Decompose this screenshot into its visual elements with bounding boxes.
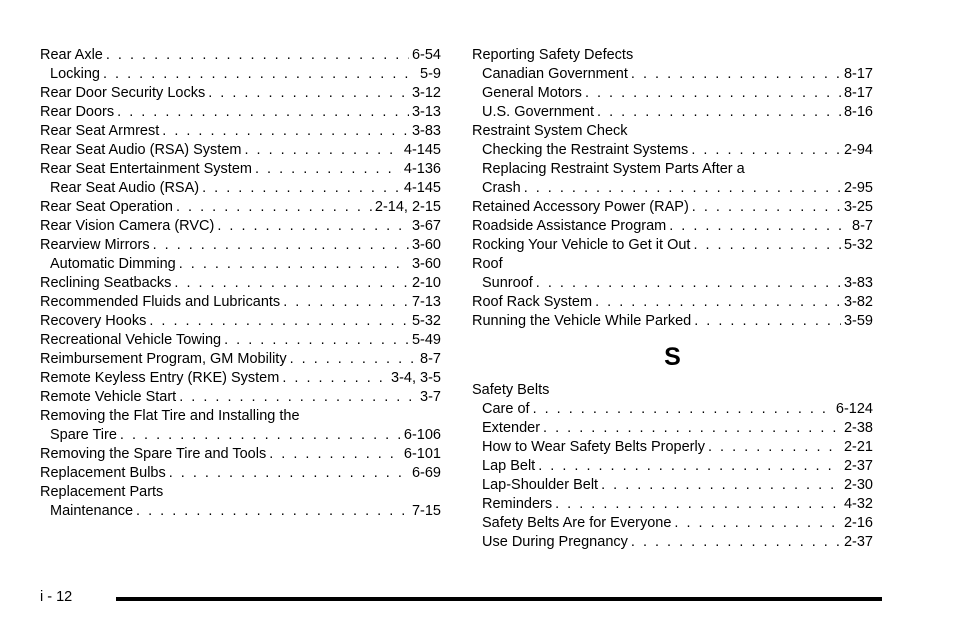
dot-leader	[106, 46, 409, 65]
index-term: Roadside Assistance Program	[472, 218, 667, 234]
index-term: Rear Seat Audio (RSA) System	[40, 142, 242, 158]
dot-leader	[208, 84, 409, 103]
index-subentry	[472, 419, 873, 438]
index-page-ref: 3-7	[420, 389, 441, 405]
index-entry	[40, 369, 441, 388]
index-subentry	[40, 502, 441, 521]
index-term: Lap Belt	[482, 458, 536, 474]
dot-leader	[120, 426, 401, 445]
index-term: Rocking Your Vehicle to Get it Out	[472, 237, 691, 253]
dot-leader	[601, 476, 841, 495]
index-entry	[40, 350, 441, 369]
dot-leader	[669, 217, 849, 236]
footer-rule	[116, 597, 882, 601]
index-page-ref: 2-10	[411, 275, 441, 291]
dot-leader	[674, 514, 841, 533]
section-letter-heading: S	[664, 343, 681, 371]
index-term: Safety Belts	[472, 382, 550, 398]
index-entry	[40, 407, 441, 426]
index-entry	[472, 198, 873, 217]
index-term: Rear Axle	[40, 47, 103, 63]
dot-leader	[174, 274, 409, 293]
index-term: Lap-Shoulder Belt	[482, 477, 599, 493]
index-term: Spare Tire	[50, 427, 117, 443]
index-term: Use During Pregnancy	[482, 534, 628, 550]
index-page-ref: 2-37	[843, 534, 873, 550]
dot-leader	[169, 464, 409, 483]
index-subentry	[472, 274, 873, 293]
index-entry	[472, 217, 873, 236]
index-term: Automatic Dimming	[50, 256, 176, 272]
index-page-ref: 3-25	[843, 199, 873, 215]
dot-leader	[543, 419, 841, 438]
index-page-ref: 8-17	[843, 85, 873, 101]
dot-leader	[708, 438, 841, 457]
index-entry	[472, 312, 873, 331]
index-page-ref: 3-60	[411, 256, 441, 272]
index-entry	[40, 103, 441, 122]
index-term: Remote Vehicle Start	[40, 389, 177, 405]
index-entry	[40, 217, 441, 236]
index-entry	[472, 236, 873, 255]
index-term: Rearview Mirrors	[40, 237, 150, 253]
index-page-ref: 2-38	[843, 420, 873, 436]
index-page-ref: 6-106	[403, 427, 441, 443]
index-term: Sunroof	[482, 275, 533, 291]
index-subentry	[40, 426, 441, 445]
index-term: Restraint System Check	[472, 123, 628, 139]
index-page-ref: 3-13	[411, 104, 441, 120]
dot-leader	[282, 369, 388, 388]
dot-leader	[136, 502, 409, 521]
index-page-ref: 6-69	[411, 465, 441, 481]
index-term: Replacement Parts	[40, 484, 164, 500]
index-term: Recommended Fluids and Lubricants	[40, 294, 281, 310]
index-subentry	[472, 400, 873, 419]
dot-leader	[179, 388, 417, 407]
dot-leader	[536, 274, 841, 293]
index-entry	[472, 46, 873, 65]
index-subentry	[472, 65, 873, 84]
index-term: Rear Seat Armrest	[40, 123, 160, 139]
index-page-ref: 4-145	[403, 142, 441, 158]
index-term: Rear Seat Operation	[40, 199, 173, 215]
dot-leader	[283, 293, 409, 312]
dot-leader	[162, 122, 409, 141]
index-entry	[40, 331, 441, 350]
index-subentry	[472, 160, 873, 179]
dot-leader	[595, 293, 841, 312]
dot-leader	[290, 350, 417, 369]
index-page-ref: 3-4, 3-5	[391, 370, 441, 386]
index-term: Crash	[482, 180, 521, 196]
index-term: Removing the Flat Tire and Installing the	[40, 408, 300, 424]
index-entry	[472, 122, 873, 141]
index-page-ref: 3-12	[411, 85, 441, 101]
index-group-s	[472, 381, 873, 552]
index-term: Reminders	[482, 496, 553, 512]
index-page-ref: 3-60	[411, 237, 441, 253]
index-entry	[40, 464, 441, 483]
dot-leader	[217, 217, 409, 236]
index-page-ref: 2-37	[843, 458, 873, 474]
dot-leader	[244, 141, 400, 160]
index-entry	[40, 312, 441, 331]
index-term: Recovery Hooks	[40, 313, 147, 329]
dot-leader	[538, 457, 841, 476]
dot-leader	[692, 198, 841, 217]
index-page-ref: 2-16	[843, 515, 873, 531]
index-term: Replacement Bulbs	[40, 465, 166, 481]
index-term: Care of	[482, 401, 530, 417]
index-subentry	[40, 179, 441, 198]
dot-leader	[694, 312, 841, 331]
index-term: Reporting Safety Defects	[472, 47, 634, 63]
index-page-ref: 3-83	[843, 275, 873, 291]
index-term: Reclining Seatbacks	[40, 275, 172, 291]
index-page-ref: 7-15	[411, 503, 441, 519]
index-term: Replacing Restraint System Parts After a	[482, 161, 745, 177]
index-term: Roof Rack System	[472, 294, 593, 310]
index-page-ref: 6-54	[411, 47, 441, 63]
dot-leader	[153, 236, 409, 255]
index-term: Rear Seat Audio (RSA)	[50, 180, 200, 196]
dot-leader	[597, 103, 841, 122]
dot-leader	[224, 331, 409, 350]
index-term: How to Wear Safety Belts Properly	[482, 439, 705, 455]
index-term: Rear Doors	[40, 104, 115, 120]
index-subentry	[40, 255, 441, 274]
index-page-ref: 4-32	[843, 496, 873, 512]
index-entry	[40, 293, 441, 312]
index-entry	[40, 483, 441, 502]
dot-leader	[693, 236, 841, 255]
index-group-r	[472, 46, 873, 331]
index-term: Canadian Government	[482, 66, 628, 82]
index-term: Removing the Spare Tire and Tools	[40, 446, 267, 462]
dot-leader	[631, 533, 841, 552]
index-term: Maintenance	[50, 503, 134, 519]
index-term: Extender	[482, 420, 541, 436]
index-page-ref: 5-9	[420, 66, 441, 82]
index-subentry	[472, 495, 873, 514]
index-entry	[40, 160, 441, 179]
index-entry	[40, 388, 441, 407]
index-page-ref: 4-136	[403, 161, 441, 177]
index-term: Rear Vision Camera (RVC)	[40, 218, 215, 234]
index-page-ref: 3-82	[843, 294, 873, 310]
index-column-left	[40, 46, 441, 521]
index-page-ref: 7-13	[411, 294, 441, 310]
dot-leader	[103, 65, 417, 84]
index-page-ref: 5-32	[843, 237, 873, 253]
index-subentry	[472, 179, 873, 198]
index-page-ref: 3-67	[411, 218, 441, 234]
index-subentry	[472, 103, 873, 122]
dot-leader	[533, 400, 833, 419]
index-subentry	[472, 141, 873, 160]
index-term: Retained Accessory Power (RAP)	[472, 199, 689, 215]
dot-leader	[269, 445, 401, 464]
index-term: Reimbursement Program, GM Mobility	[40, 351, 287, 367]
index-term: Rear Seat Entertainment System	[40, 161, 252, 177]
index-subentry	[472, 457, 873, 476]
index-term: Roof	[472, 256, 503, 272]
index-entry	[40, 274, 441, 293]
index-page-ref: 2-94	[843, 142, 873, 158]
index-term: Remote Keyless Entry (RKE) System	[40, 370, 280, 386]
index-entry	[472, 381, 873, 400]
index-entry	[40, 122, 441, 141]
index-page-ref: 5-32	[411, 313, 441, 329]
index-term: General Motors	[482, 85, 582, 101]
index-page-ref: 6-101	[403, 446, 441, 462]
dot-leader	[524, 179, 841, 198]
index-entry	[40, 198, 441, 217]
index-subentry	[472, 514, 873, 533]
index-subentry	[472, 438, 873, 457]
index-entry	[40, 46, 441, 65]
index-page-ref: 8-16	[843, 104, 873, 120]
index-entry	[40, 236, 441, 255]
index-subentry	[472, 84, 873, 103]
dot-leader	[631, 65, 841, 84]
index-page-ref: 5-49	[411, 332, 441, 348]
index-term: Running the Vehicle While Parked	[472, 313, 692, 329]
dot-leader	[179, 255, 409, 274]
dot-leader	[555, 495, 841, 514]
index-page-ref: 8-17	[843, 66, 873, 82]
index-column-right	[472, 46, 873, 552]
dot-leader	[691, 141, 841, 160]
index-page-ref: 6-124	[835, 401, 873, 417]
index-entry	[40, 84, 441, 103]
index-term: Rear Door Security Locks	[40, 85, 206, 101]
dot-leader	[176, 198, 372, 217]
index-page-ref: 2-95	[843, 180, 873, 196]
index-entry	[40, 445, 441, 464]
index-entry	[40, 141, 441, 160]
index-page-ref: 3-59	[843, 313, 873, 329]
index-term: Safety Belts Are for Everyone	[482, 515, 672, 531]
index-term: Checking the Restraint Systems	[482, 142, 689, 158]
index-page-ref: 2-21	[843, 439, 873, 455]
index-term: Locking	[50, 66, 100, 82]
dot-leader	[117, 103, 409, 122]
index-page-ref: 8-7	[852, 218, 873, 234]
dot-leader	[202, 179, 401, 198]
index-entry	[472, 255, 873, 274]
index-subentry	[472, 476, 873, 495]
index-term: Recreational Vehicle Towing	[40, 332, 222, 348]
index-subentry	[40, 65, 441, 84]
index-page-ref: 8-7	[420, 351, 441, 367]
dot-leader	[585, 84, 841, 103]
index-page-ref: 2-30	[843, 477, 873, 493]
index-page-ref: 3-83	[411, 123, 441, 139]
index-subentry	[472, 533, 873, 552]
index-entry	[472, 293, 873, 312]
dot-leader	[255, 160, 401, 179]
page-number: i - 12	[40, 589, 73, 605]
index-page-ref: 2-14, 2-15	[374, 199, 441, 215]
index-term: U.S. Government	[482, 104, 595, 120]
dot-leader	[149, 312, 409, 331]
index-page-ref: 4-145	[403, 180, 441, 196]
